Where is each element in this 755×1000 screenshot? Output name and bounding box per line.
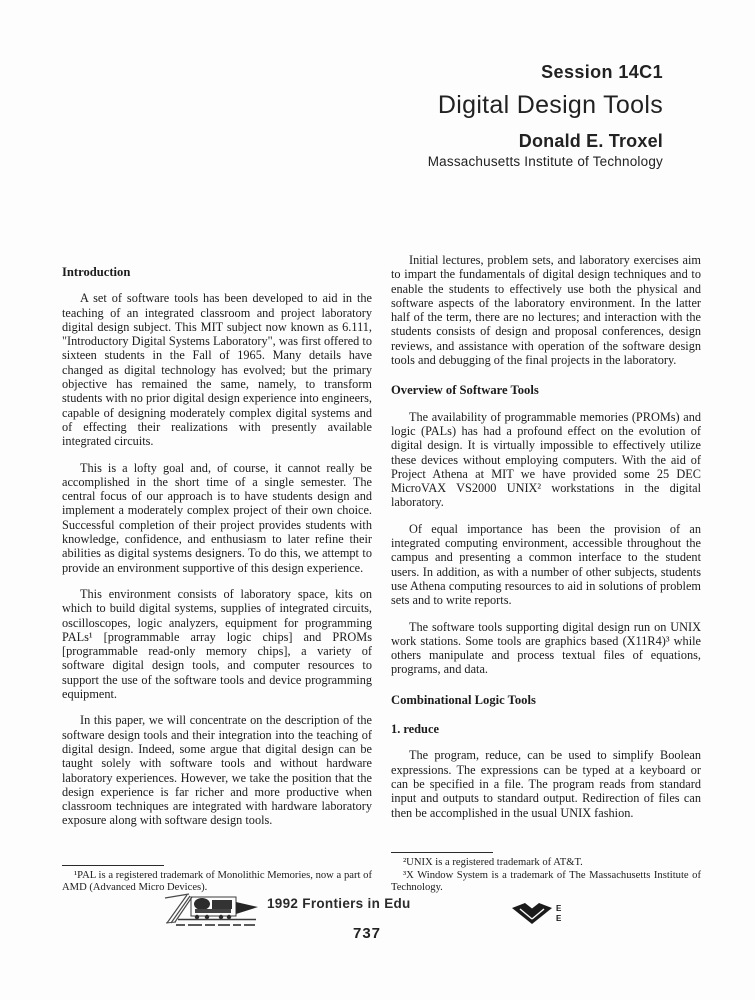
right-column [391, 253, 701, 895]
right-footnotes [391, 848, 701, 895]
footnote: ³X Window System is a trademark of The Massachusetts Institute of Technology. [391, 869, 701, 894]
paragraph: Of equal importance has been the provision of an integrated computing environment, accessible throughout the campus and presenting a common interface to the student users. In addition, as with a number of other subjects, students use Athena computing resources to aid in solutions of problem sets and to write reports. [391, 521, 701, 608]
session-label: Session 14C1 [541, 62, 663, 82]
paper-title: Digital Design Tools [437, 91, 663, 119]
paragraph: Initial lectures, problem sets, and laboratory exercises aim to impart the fundamentals of digital design techniques and to enable the students to effectively use both the physical and software aspects of the laboratory environment. In the latter half of the term, there are no lectures; and interaction with the students consists of design and proposal conferences, design reviews, and assistance with operation of the software design tools and debugging of the final projects in the laboratory. [391, 253, 701, 368]
left-column [62, 253, 372, 895]
frontiers-conference-logo-icon [162, 889, 268, 936]
paragraph: This is a lofty goal and, of course, it cannot really be accomplished in the short time of a single semester. The central focus of our approach is to have students design and implement a moderately complex project of their own choice. Successful completion of their project provides students with knowledge, confidence, and enthusiasm to later refine their abilities as digital systems designers. To do this, we attempt to provide an environment supportive of this design experience. [62, 460, 372, 575]
page-number: 737 [353, 925, 382, 942]
section-heading-combinational: Combinational Logic Tools [391, 692, 536, 707]
footnote-rule [391, 852, 493, 853]
paragraph: The program, reduce, can be used to simplify Boolean expressions. The expressions can be typed at a keyboard or can be specified in a file. The program reads from standard input and outputs to standard output. Redirection of files can then be accomplished in the usual UNIX fashion. [391, 748, 701, 820]
section-heading-overview: Overview of Software Tools [391, 383, 539, 398]
footnote: ²UNIX is a registered trademark of AT&T. [403, 857, 583, 869]
paragraph: This environment consists of laboratory space, kits on which to build digital systems, supplies of integrated circuits, oscilloscopes, logic analyzers, equipment for programming PALs¹ [programmable array logic chips] and PROMs [programmable read-only memory chips], a variety of software digital design tools, and computer resources to support the use of the software tools and device programming equipment. [62, 586, 372, 702]
subsection-heading-reduce: 1. reduce [391, 722, 439, 737]
author-name: Donald E. Troxel [518, 131, 663, 151]
ieee-logo-icon [511, 901, 569, 932]
footnote: ¹PAL is a registered trademark of Monolithic Memories, now a part of AMD (Advanced Micro Devices). [62, 869, 372, 894]
two-column-body [62, 253, 701, 895]
paper-header [428, 62, 663, 169]
paragraph: A set of software tools has been developed to aid in the teaching of an integrated classroom and project laboratory digital design subject. This MIT subject now known as 6.111, "Introductory Digital Systems Laboratory", was first offered to sixteen students in the Fall of 1965. Many details have changed as digital technology has evolved; but the primary objective has remained the same, namely, to transform students with no prior digital design experience into engineers, capable of designing moderately complex digital systems and of effecting their realizations with presently available integrated circuits. [62, 291, 372, 449]
paragraph: The software tools supporting digital design run on UNIX work stations. Some tools are graphics based (X11R4)³ while others manipulate and process textual files of equations, programs, and data. [391, 619, 701, 677]
footnote-rule [62, 865, 164, 866]
author-affiliation: Massachusetts Institute of Technology [427, 154, 663, 169]
paragraph: The availability of programmable memories (PROMs) and logic (PALs) has had a profound effect on the evolution of digital design. It is virtually impossible to effectively utilize these devices without employing computers. With the aid of Project Athena at MIT we have provided some 25 DEC MicroVAX VS2000 UNIX² workstations in the digital laboratory. [391, 409, 701, 510]
paragraph: In this paper, we will concentrate on the description of the software design tools and their integration into the teaching of digital design. Indeed, some argue that digital design can be taught solely with software tools and without hardware laboratory experiences. However, we take the position that the design experience is far richer and more productive when classroom techniques are integrated with hardware laboratory exposure along with software design tools. [62, 713, 372, 828]
conference-proceedings-label: 1992 Frontiers in Edu [267, 896, 411, 911]
svg-text:E: E [556, 914, 562, 923]
section-heading-introduction: Introduction [62, 265, 131, 279]
svg-text:E: E [556, 904, 562, 913]
